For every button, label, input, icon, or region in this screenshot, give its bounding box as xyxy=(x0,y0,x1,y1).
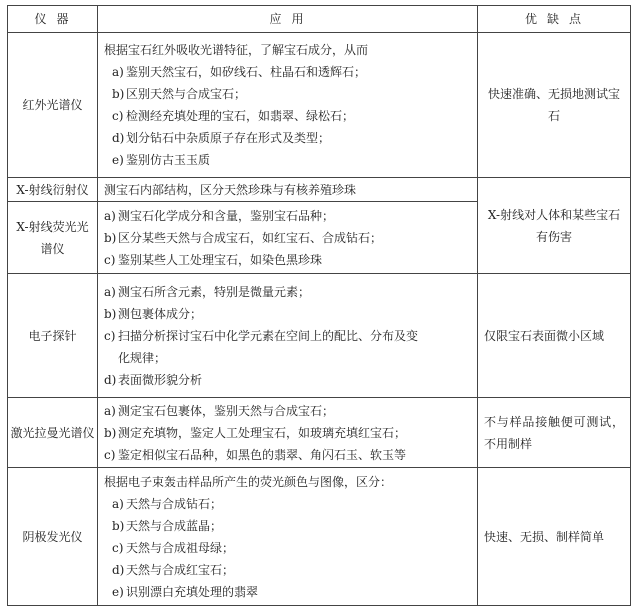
instrument-name: 阴极发光仪 xyxy=(8,468,98,606)
instrument-name: 红外光谱仪 xyxy=(8,33,98,178)
header-row xyxy=(8,6,631,33)
pros-cons-text: 快速、无损、制样简单 xyxy=(484,529,605,544)
application-cell xyxy=(98,33,478,178)
application-lead: 测宝石内部结构，区分天然珍珠与有核养殖珍珠 xyxy=(104,182,357,197)
header-pros-cons: 优缺点 xyxy=(478,6,631,33)
pros-cons-text: 仅限宝石表面微小区域 xyxy=(484,328,605,343)
list-item: b) 测定充填物，鉴定人工处理宝石，如玻璃充填红宝石； xyxy=(104,425,407,440)
instrument-name: X-射线衍射仪 xyxy=(8,178,98,202)
list-item: d) 表面微形貌分析 xyxy=(104,372,203,387)
table-row xyxy=(8,398,631,468)
list-item: b) 区别天然与合成宝石； xyxy=(112,87,247,101)
table-row xyxy=(8,178,631,202)
list-item: c) 鉴别某些人工处理宝石，如染色黑珍珠 xyxy=(104,252,323,267)
list-item: d) 划分钻石中杂质原子存在形式及类型； xyxy=(112,131,331,145)
instrument-name: X-射线荧光光谱仪 xyxy=(8,202,98,274)
header-application: 应用 xyxy=(98,6,478,33)
pros-cons-cell xyxy=(478,398,631,468)
list-item: c) 鉴定相似宝石品种，如黑色的翡翠、角闪石玉、软玉等 xyxy=(104,447,407,462)
application-cell xyxy=(98,274,478,398)
instrument-table xyxy=(7,5,631,606)
pros-cons-text: 不与样品接触便可测试，不用制样 xyxy=(484,414,624,451)
list-item-continuation: 化规律； xyxy=(118,350,167,365)
list-item: a) 测定宝石包裹体，鉴别天然与合成宝石； xyxy=(104,403,335,418)
application-lead: 根据宝石红外吸收光谱特征，了解宝石成分，从而 xyxy=(104,43,369,57)
application-cell xyxy=(98,468,478,606)
pros-cons-text: 快速准确、无损地测试宝石 xyxy=(487,87,620,123)
pros-cons-cell-shared xyxy=(478,178,631,274)
list-item: a) 鉴别天然宝石，如矽线石、柱晶石和透辉石； xyxy=(112,65,367,79)
application-cell xyxy=(98,202,478,274)
table-row xyxy=(8,274,631,398)
list-item: e) 识别漂白充填处理的翡翠 xyxy=(112,584,259,599)
list-item: a) 测宝石化学成分和含量，鉴别宝石品种； xyxy=(104,208,335,223)
list-item: d) 天然与合成红宝石； xyxy=(112,562,235,577)
list-item: a) 测宝石所含元素，特别是微量元素； xyxy=(104,284,311,299)
list-item: c) 天然与合成祖母绿； xyxy=(112,540,235,555)
header-instrument: 仪器 xyxy=(8,6,98,33)
table-row xyxy=(8,468,631,606)
list-item: c) 检测经充填处理的宝石，如翡翠、绿松石； xyxy=(112,109,355,123)
list-item: a) 天然与合成钻石； xyxy=(112,496,223,511)
instrument-name: 电子探针 xyxy=(8,274,98,398)
application-cell xyxy=(98,398,478,468)
instrument-name: 激光拉曼光谱仪 xyxy=(8,398,98,468)
list-item: b) 天然与合成蓝晶； xyxy=(112,518,223,533)
table-row xyxy=(8,33,631,178)
list-item: c) 扫描分析探讨宝石中化学元素在空间上的配比、分布及变 xyxy=(104,328,419,343)
list-item: e) 鉴别仿古玉玉质 xyxy=(112,153,211,167)
list-item: b) 测包裹体成分； xyxy=(104,306,203,321)
pros-cons-cell xyxy=(478,33,631,178)
pros-cons-cell xyxy=(478,274,631,398)
list-item: b) 区分某些天然与合成宝石，如红宝石、合成钻石； xyxy=(104,230,383,245)
pros-cons-cell xyxy=(478,468,631,606)
pros-cons-text: X-射线对人体和某些宝石有伤害 xyxy=(487,207,621,244)
application-cell xyxy=(98,178,478,202)
instrument-table-frame xyxy=(7,5,630,605)
application-lead: 根据电子束轰击样品所产生的荧光颜色与图像，区分： xyxy=(104,474,393,489)
